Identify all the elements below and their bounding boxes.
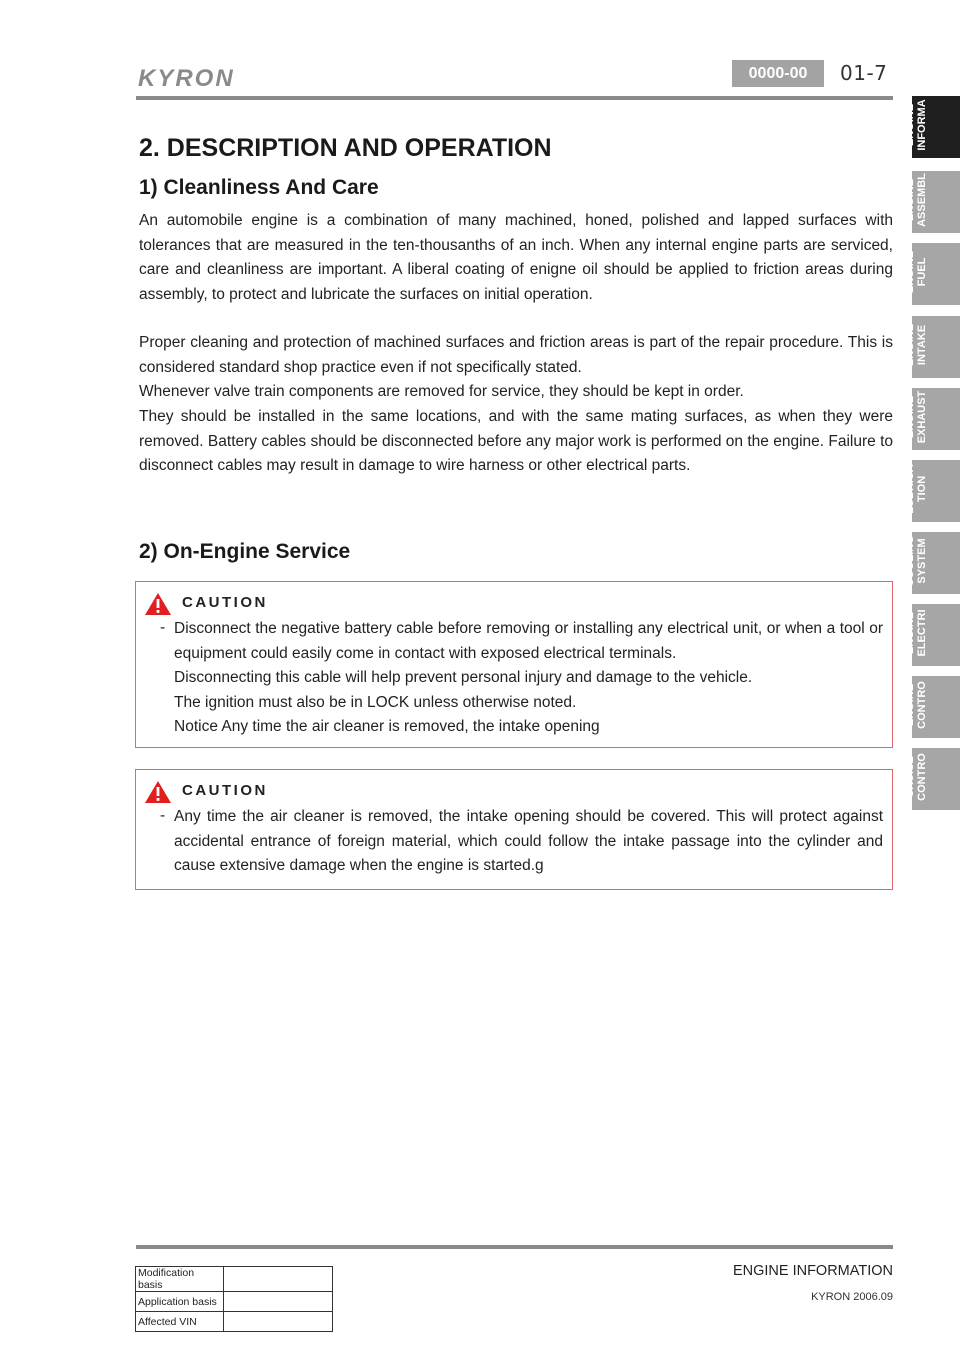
section-title: 2. DESCRIPTION AND OPERATION (139, 134, 552, 162)
caution-text (174, 617, 883, 740)
chapter-tab-label (904, 676, 928, 734)
caution-box-battery (135, 581, 893, 748)
footer-model-date: KYRON 2006.09 (811, 1291, 893, 1303)
section-code-badge: 0000-00 (732, 60, 824, 87)
paragraph-cleanliness: An automobile engine is a combination of many machined, honed, polished and lapped surfaces with tolerances that are measured in the ten-thousanths of an inch. When any internal engine parts are serviced, care and cleanliness are important. A liberal coating of enigne oil should be applied to friction areas during assembly, to protect and lubricate the surfaces on initial operation. (139, 212, 893, 303)
chapter-tab-label (904, 604, 928, 662)
chapter-tab[interactable] (904, 316, 960, 378)
chapter-tab-line: INTAKE (916, 324, 928, 366)
chapter-tab-line: COOLING (904, 535, 916, 587)
chapter-tab-line: ENGINE (904, 250, 916, 294)
caution-label: CAUTION (182, 594, 268, 611)
table-label: Modification basis (136, 1267, 224, 1292)
svg-text:KYRON: KYRON (138, 65, 235, 92)
chapter-tab-label (904, 460, 928, 518)
modification-table (135, 1266, 333, 1332)
chapter-tab-line: CRUISE (904, 756, 916, 798)
chapter-tab[interactable] (904, 460, 960, 522)
paragraph-cleaning-protection: Proper cleaning and protection of machined surfaces and friction areas is part of the repair procedure. This is considered standard shop practice even if not specifically stated. (139, 334, 893, 376)
caution-line: Notice Any time the air cleaner is removed, the intake opening (174, 718, 600, 735)
chapter-tab-label (904, 748, 928, 806)
warning-triangle-icon (144, 780, 172, 804)
chapter-tab-label (904, 316, 928, 374)
chapter-tab-line: SYSTEM (916, 538, 928, 584)
table-label: Application basis (136, 1292, 224, 1312)
chapter-tab-line: EXHAUST (916, 390, 928, 444)
chapter-tab-line: FUEL (916, 257, 928, 287)
table-value (224, 1292, 333, 1312)
chapter-tab-label (904, 388, 928, 446)
table-value (224, 1267, 333, 1292)
caution-label: CAUTION (182, 782, 268, 799)
kyron-logo (136, 62, 286, 92)
chapter-tab-line: ENGINE (904, 323, 916, 367)
page-number: 01-7 (840, 61, 888, 85)
footer-chapter-title: ENGINE INFORMATION (732, 1263, 893, 1279)
paragraph-installation: They should be installed in the same locations, and with the same mating surfaces, as when they were removed. Battery cables should be disconnected before any major work is performed on the engine. Failure to disconnect cables may result in damage to wire harness or other electrical parts. (139, 408, 893, 474)
table-value (224, 1312, 333, 1332)
chapter-tab[interactable] (904, 171, 960, 233)
header-rule (136, 96, 893, 100)
subsection-title-on-engine: 2) On-Engine Service (139, 540, 351, 563)
caution-line: Any time the air cleaner is removed, the intake opening should be covered. This will protect against accidental entrance of foreign material, which could follow the intake passage into the cylinder and cause extensive damage when the engine is started.g (174, 808, 883, 874)
chapter-tab-line: ELECTRI (916, 609, 928, 657)
chapter-tab[interactable] (904, 748, 960, 810)
chapter-tab-line: TION (916, 475, 928, 503)
chapter-tab-line: INFORMA (916, 99, 928, 151)
chapter-tab-label (904, 96, 928, 154)
caution-line: Disconnect the negative battery cable before removing or installing any electrical unit, or when a tool or equipment could easily come in contact with exposed electrical terminals. (174, 620, 883, 662)
table-label: Affected VIN (136, 1312, 224, 1332)
bullet-dash: - (160, 807, 166, 824)
chapter-tab-label (904, 532, 928, 590)
chapter-tab-line: ENGINE (904, 683, 916, 727)
chapter-tab-label (904, 243, 928, 301)
chapter-tab-line: ENGINE (904, 103, 916, 147)
chapter-tab[interactable] (904, 676, 960, 738)
chapter-tab-line: CONTRO (916, 753, 928, 801)
subsection-title-cleanliness: 1) Cleanliness And Care (139, 176, 379, 199)
footer-rule (136, 1245, 893, 1249)
caution-box-air-cleaner (135, 769, 893, 890)
table-row (136, 1292, 333, 1312)
bullet-dash: - (160, 619, 166, 636)
chapter-tab-label (904, 171, 928, 229)
chapter-tab[interactable] (904, 532, 960, 594)
chapter-tab[interactable] (904, 96, 960, 158)
chapter-tab-line: ENGINE (904, 395, 916, 439)
chapter-tab-line: CONTRO (916, 681, 928, 729)
table-row (136, 1267, 333, 1292)
caution-line: The ignition must also be in LOCK unless otherwise noted. (174, 693, 577, 711)
table-row (136, 1312, 333, 1332)
chapter-tab-line: LUBRICA (904, 464, 916, 514)
chapter-tab-line: ASSEMBL (916, 173, 928, 227)
chapter-tab[interactable] (904, 243, 960, 305)
caution-line: Disconnecting this cable will help prevent personal injury and damage to the vehicle. (174, 669, 753, 686)
chapter-tab[interactable] (904, 604, 960, 666)
caution-text (174, 805, 883, 879)
chapter-tab-line: ENGINE (904, 178, 916, 222)
warning-triangle-icon (144, 592, 172, 616)
chapter-tab[interactable] (904, 388, 960, 450)
chapter-tab-line: ENGINE (904, 611, 916, 655)
paragraph-valve-train: Whenever valve train components are removed for service, they should be kept in order. (139, 383, 744, 400)
